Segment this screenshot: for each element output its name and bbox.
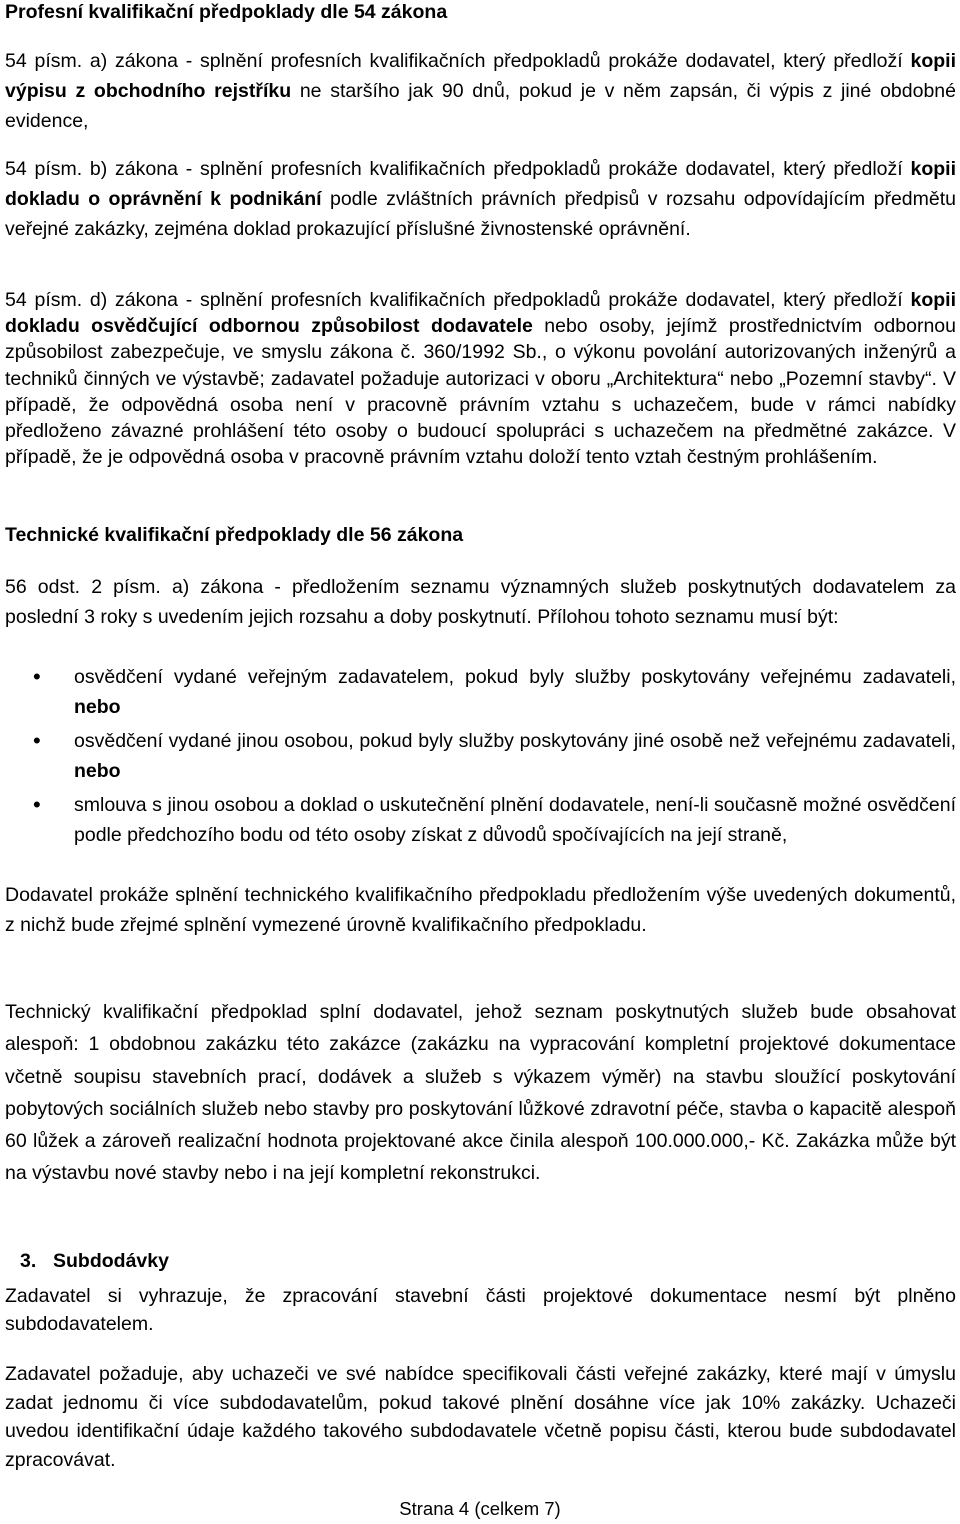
paragraph-54d [5, 287, 956, 470]
bullet-list [5, 662, 956, 850]
section-heading-technicke: Technické kvalifikační předpoklady dle 56 zákona [5, 524, 464, 546]
bullet-icon: • [33, 792, 41, 817]
paragraph-54b [5, 154, 956, 244]
bold-text: kopii dokladu osvědčující odbornou způsobilost dodavatele [5, 289, 956, 338]
list-item [5, 662, 956, 722]
bullet-icon: • [33, 728, 41, 753]
paragraph-text: nebo osoby, jejímž prostřednictvím odbornou způsobilost zabezpečuje, ve smyslu zákona č. 360/1992 Sb., o výkonu povolání autorizovaných inženýrů a techniků činných ve výstavbě; zadavatel požaduje autorizaci v oboru „Architektura“ nebo „Pozemní stavby“. V případě, že odpovědná osoba není v pracovně právním vztahu s uchazečem, bude v rámci nabídky předloženo závazné prohlášení této osoby o budoucí spolupráci s uchazečem na předmětné zakázce. V případě, že je odpovědná osoba v pracovně právním vztahu doloží tento vztah čestným prohlášením. [5, 315, 956, 469]
paragraph-subcontract-specification: Zadavatel požaduje, aby uchazeči ve své nabídce specifikovali části veřejné zakázky, které mají v úmyslu zadat jednomu či více subdodavatelům, pokud takové plnění dosáhne více jak 10% zakázky. Uchazeči uvedou identifikační údaje každého takového subdodavatele včetně popisu části, kterou bude subdodavatel zpracovávat. [5, 1363, 956, 1471]
section-title: Subdodávky [53, 1250, 169, 1272]
list-item-text: osvědčení vydané veřejným zadavatelem, pokud byly služby poskytovány veřejnému zadavateli, [74, 666, 956, 688]
section-number: 3. [20, 1250, 37, 1272]
list-item [5, 726, 956, 786]
paragraph-54a [5, 46, 956, 136]
bold-text: kopii výpisu z obchodního rejstříku [5, 50, 956, 102]
list-item-bold: nebo [74, 760, 121, 782]
paragraph-subcontract-reservation: Zadavatel si vyhrazuje, že zpracování stavební části projektové dokumentace nesmí být plněno subdodavatelem. [5, 1285, 956, 1335]
bold-text: kopii dokladu o oprávnění k podnikání [5, 158, 956, 210]
list-item-bold: nebo [74, 696, 121, 718]
paragraph-56a: 56 odst. 2 písm. a) zákona - předložením seznamu významných služeb poskytnutých dodavatelem za poslední 3 roky s uvedením jejich rozsahu a doby poskytnutí. Přílohou tohoto seznamu musí být: [5, 576, 956, 628]
paragraph-proof: Dodavatel prokáže splnění technického kvalifikačního předpokladu předložením výše uvedených dokumentů, z nichž bude zřejmé splnění vymezené úrovně kvalifikačního předpokladu. [5, 884, 956, 936]
paragraph-text: 54 písm. b) zákona - splnění profesních kvalifikačních předpokladů prokáže dodavatel, který předloží [5, 158, 911, 180]
paragraph-technical-requirement: Technický kvalifikační předpoklad splní dodavatel, jehož seznam poskytnutých služeb bude obsahovat alespoň: 1 obdobnou zakázku této zakázce (zakázku na vypracování kompletní projektové dokumentace včetně soupisu stavebních prací, dodávek a služeb s výkazem výměr) na stavbu sloužící poskytování pobytových sociálních služeb nebo stavby pro poskytování lůžkové zdravotní péče, stavba o kapacitě alespoň 60 lůžek a zároveň realizační hodnota projektované akce činila alespoň 100.000.000,- Kč. Zakázka může být na výstavbu nové stavby nebo i na její kompletní rekonstrukci. [5, 1001, 956, 1185]
list-item-text: osvědčení vydané jinou osobou, pokud byly služby poskytovány jiné osobě než veřejnému zadavateli, [74, 730, 956, 752]
bullet-icon: • [33, 664, 41, 689]
paragraph-text: ne staršího jak 90 dnů, pokud je v něm zapsán, či výpis z jiné obdobné evidence, [5, 80, 956, 132]
section-heading-subdodavky [20, 1246, 169, 1276]
paragraph-text: podle zvláštních právních předpisů v rozsahu odpovídajícím předmětu veřejné zakázky, zejména doklad prokazující příslušné živnostenské oprávnění. [5, 188, 956, 240]
section-heading-profesni: Profesní kvalifikační předpoklady dle 54 zákona [5, 1, 448, 23]
list-item-text: smlouva s jinou osobou a doklad o uskutečnění plnění dodavatele, není-li současně možné osvědčení podle předchozího bodu od této osoby získat z důvodů spočívajících na její straně, [74, 794, 956, 846]
paragraph-text: 54 písm. d) zákona - splnění profesních kvalifikačních předpokladů prokáže dodavatel, který předloží [5, 289, 911, 311]
paragraph-text: 54 písm. a) zákona - splnění profesních kvalifikačních předpokladů prokáže dodavatel, který předloží [5, 50, 911, 72]
page-footer: Strana 4 (celkem 7) [399, 1498, 561, 1519]
list-item [5, 790, 956, 850]
